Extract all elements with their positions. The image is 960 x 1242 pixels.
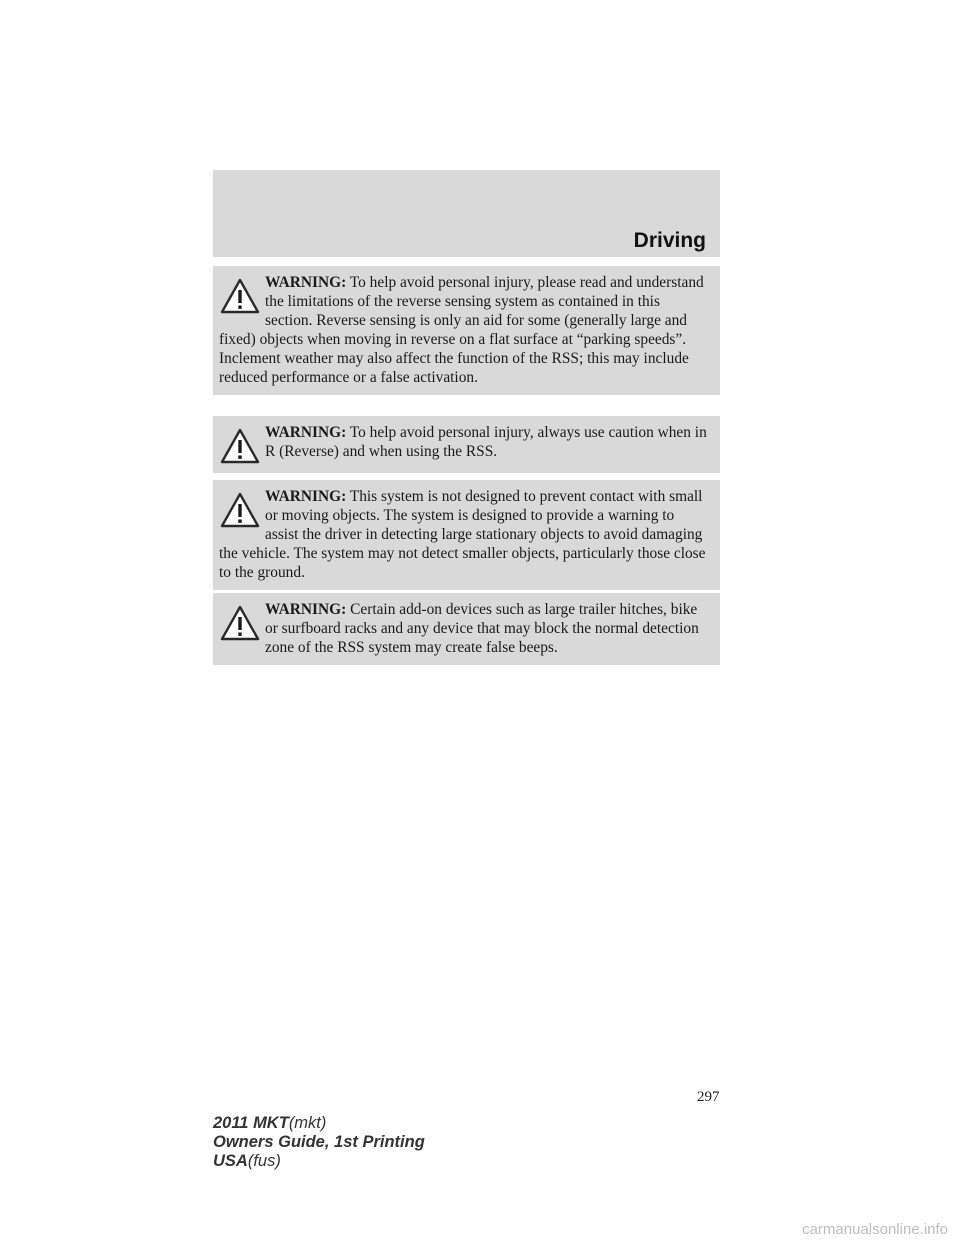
print-footer bbox=[213, 1114, 425, 1171]
page-number: 297 bbox=[697, 1089, 720, 1105]
warning-box bbox=[213, 593, 720, 665]
section-title: Driving bbox=[633, 229, 706, 252]
warning-triangle-icon bbox=[219, 491, 261, 529]
warning-label: WARNING: bbox=[265, 488, 347, 505]
warning-text: To help avoid personal injury, always use caution when in R (Reverse) and when using the RSS. bbox=[265, 424, 707, 460]
warning-label: WARNING: bbox=[265, 274, 347, 291]
warning-box bbox=[213, 266, 720, 395]
warning-triangle-icon bbox=[219, 604, 261, 642]
warning-label: WARNING: bbox=[265, 601, 347, 618]
warning-text: To help avoid personal injury, please read and understand the limitations of the reverse sensing system as contained in this section. Reverse sensing is only an aid for some (generally large and fixed) objects when moving in reverse on a flat surface at “parking speeds”. Inclement weather may also affect the function of the RSS; this may include reduced performance or a false activation. bbox=[219, 274, 704, 386]
warning-text: This system is not designed to prevent contact with small or moving objects. The system is designed to provide a warning to assist the driver in detecting large stationary objects to avoid damaging the vehicle. The system may not detect smaller objects, particularly those close to the ground. bbox=[219, 488, 706, 581]
warning-triangle-icon bbox=[219, 427, 261, 465]
warning-label: WARNING: bbox=[265, 424, 347, 441]
footer-line bbox=[213, 1152, 425, 1171]
warning-text: Certain add-on devices such as large trailer hitches, bike or surfboard racks and any device that may block the normal detection zone of the RSS system may create false beeps. bbox=[265, 601, 699, 656]
warning-triangle-icon bbox=[219, 277, 261, 315]
section-header bbox=[213, 170, 720, 257]
footer-line: Owners Guide, 1st Printing bbox=[213, 1133, 425, 1151]
footer-model: 2011 MKT bbox=[213, 1114, 289, 1132]
warning-box bbox=[213, 416, 720, 473]
watermark: carmanualsonline.info bbox=[802, 1221, 948, 1238]
footer-market: USA bbox=[213, 1152, 248, 1170]
footer-market-code: (fus) bbox=[247, 1152, 281, 1170]
footer-line bbox=[213, 1114, 425, 1133]
footer-model-code: (mkt) bbox=[288, 1114, 327, 1132]
warning-box bbox=[213, 480, 720, 590]
